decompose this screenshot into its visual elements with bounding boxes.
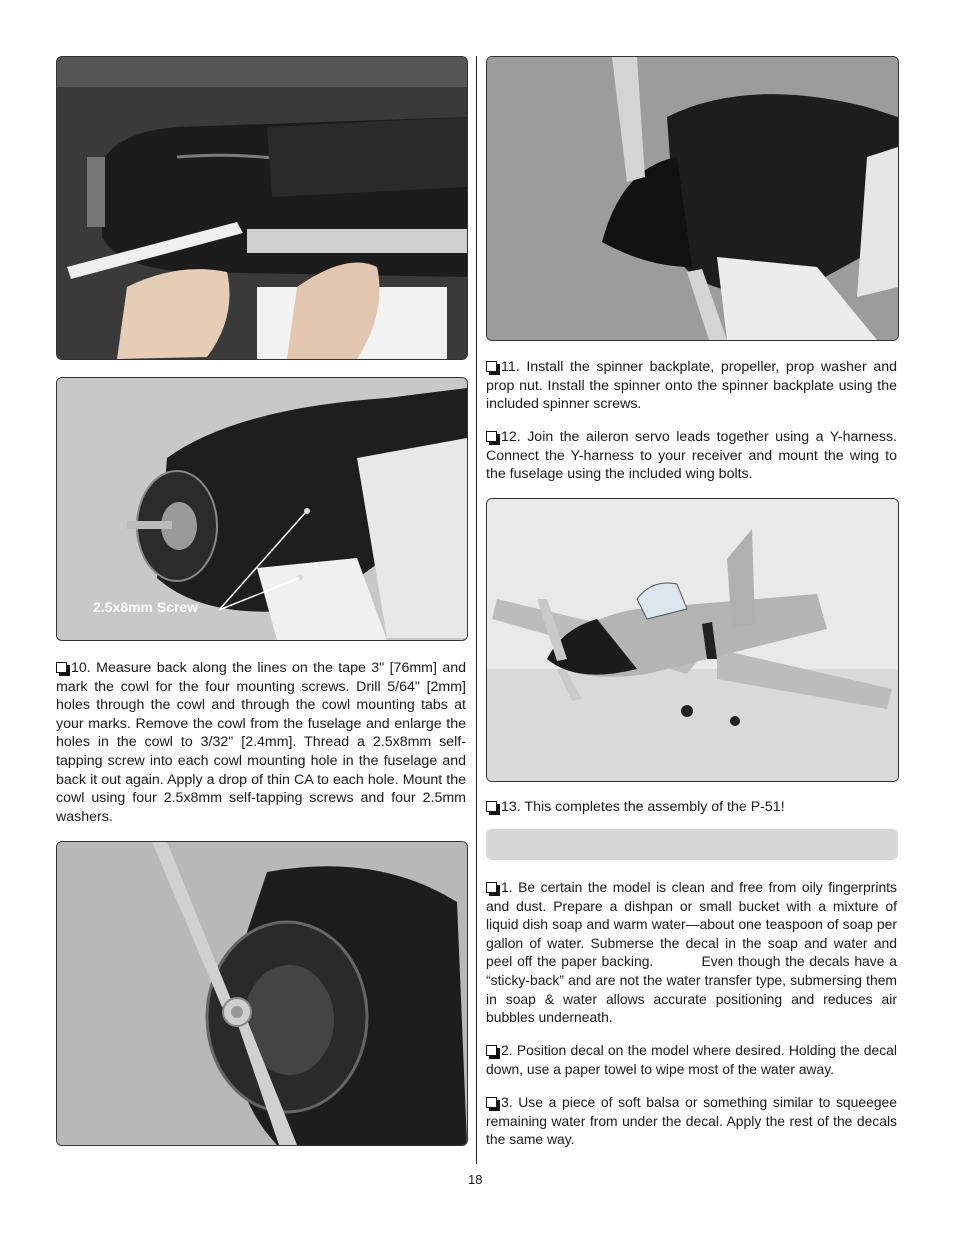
photo-cowl-mounted (56, 377, 468, 641)
page-number: 18 (468, 1172, 483, 1187)
step-11-text: 11. Install the spinner backplate, propeller, prop washer and prop nut. Install the spinner onto the spinner backplate using the included spinner screws. (486, 359, 897, 413)
checkbox-icon[interactable] (486, 801, 497, 812)
photo-completed-p51 (486, 498, 899, 782)
checkbox-icon[interactable] (486, 1045, 497, 1056)
checkbox-icon[interactable] (486, 431, 497, 442)
photo-propeller (56, 841, 468, 1146)
decal-step-3-text: 3. Use a piece of soft balsa or something similar to squeegee remaining water from under the decal. Apply the rest of the decals the same way. (486, 1094, 897, 1148)
checkbox-icon[interactable] (486, 1097, 497, 1108)
step-10-text: 10. Measure back along the lines on the tape 3" [76mm] and mark the cowl for the four mounting screws. Drill 5/64" [2mm] holes through the cowl and through the cowl mounting tabs at your marks. Remove the cowl from the fuselage and enlarge the holes in the cowl to 3/32" [2.4mm]. Thread a 2.5x8mm self-tapping screw into each cowl mounting hole in the fuselage and back it out again. Apply a drop of thin CA to each hole. Mount the cowl using four 2.5x8mm self-tapping screws and four 2.5mm washers. (56, 660, 466, 825)
section-header-bar (486, 829, 898, 860)
screw-callout-label: 2.5x8mm Screw (93, 599, 199, 615)
decal-step-1-text: 1. Be certain the model is clean and free from oily fingerprints and dust. Prepare a dishpan or small bucket with a mixture of liquid dish soap and warm water—about one teaspoon of soap per gallon of water. Submerse the decal in the soap and water and peel off the paper backing. Even though the decals have a “sticky-back” and are not the water transfer type, submersing them in soap & water allows accurate positioning and reduces air bubbles underneath. (486, 879, 901, 1026)
step-12-text: 12. Join the aileron servo leads together using a Y-harness. Connect the Y-harness to your receiver and mount the wing to the fuselage using the included wing bolts. (486, 429, 897, 483)
decal-step-2-text: 2. Position decal on the model where desired. Holding the decal down, use a paper towel to wipe most of the water away. (486, 1042, 897, 1077)
column-divider (476, 56, 477, 1164)
checkbox-icon[interactable] (56, 662, 67, 673)
photo-measure-cowl (56, 56, 468, 360)
checkbox-icon[interactable] (486, 361, 497, 372)
photo-spinner (486, 56, 899, 341)
checkbox-icon[interactable] (486, 882, 497, 893)
step-13-text: 13. This completes the assembly of the P-51! (486, 798, 897, 817)
